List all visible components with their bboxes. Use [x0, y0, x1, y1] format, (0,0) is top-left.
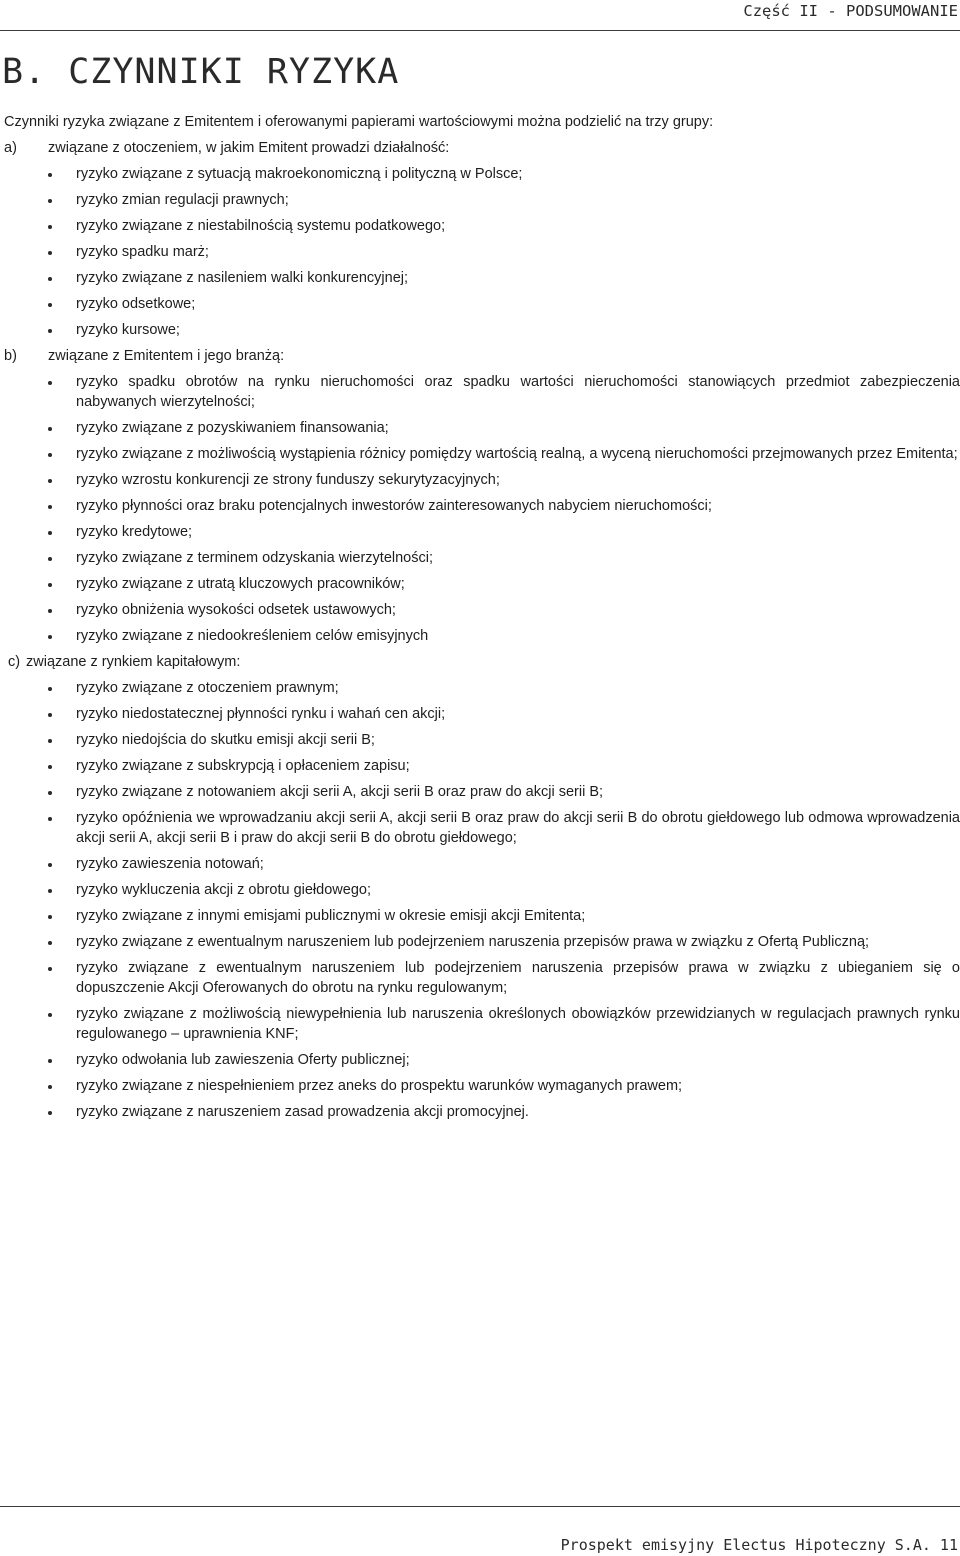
bullet-icon	[48, 739, 52, 743]
bullet-icon	[48, 635, 52, 639]
bullet-icon	[48, 199, 52, 203]
bullet-icon	[48, 863, 52, 867]
bullet-icon	[48, 303, 52, 307]
list-item	[0, 906, 960, 926]
bullet-icon	[48, 1013, 52, 1017]
bullet-icon	[48, 687, 52, 691]
bullet-icon	[48, 277, 52, 281]
group-heading	[0, 138, 960, 158]
risk-group-c	[0, 652, 960, 1122]
bullet-icon	[48, 713, 52, 717]
group-label: związane z rynkiem kapitałowym:	[26, 654, 241, 670]
list-item-text: ryzyko związane z pozyskiwaniem finansowania;	[76, 420, 389, 436]
list-item-text: ryzyko związane z innymi emisjami publicznymi w okresie emisji akcji Emitenta;	[76, 908, 586, 924]
list-item-text: ryzyko związane z ewentualnym naruszeniem lub podejrzeniem naruszenia przepisów prawa w związku z ubieganiem się o dopuszczenie Akcji Oferowanych do obrotu na rynku regulowanym;	[76, 960, 960, 996]
list-item	[0, 320, 960, 340]
bullet-icon	[48, 1059, 52, 1063]
list-item-text: ryzyko obniżenia wysokości odsetek ustawowych;	[76, 602, 396, 618]
bullet-icon	[48, 1085, 52, 1089]
list-item	[0, 216, 960, 236]
list-item-text: ryzyko związane z możliwością niewypełnienia lub naruszenia określonych obowiązków przewidzianych w regulacjach prawnych rynku regulowanego – uprawnienia KNF;	[76, 1006, 960, 1042]
list-item	[0, 704, 960, 724]
list-item-text: ryzyko zmian regulacji prawnych;	[76, 192, 289, 208]
list-item	[0, 880, 960, 900]
list-item-text: ryzyko wykluczenia akcji z obrotu giełdowego;	[76, 882, 371, 898]
list-item-text: ryzyko związane z terminem odzyskania wierzytelności;	[76, 550, 433, 566]
list-item	[0, 854, 960, 874]
bullet-icon	[48, 479, 52, 483]
bullet-icon	[48, 531, 52, 535]
list-item-text: ryzyko związane z niespełnieniem przez aneks do prospektu warunków wymaganych prawem;	[76, 1078, 683, 1094]
list-item	[0, 294, 960, 314]
list-item	[0, 268, 960, 288]
list-item-text: ryzyko związane z otoczeniem prawnym;	[76, 680, 339, 696]
risk-list	[0, 678, 960, 1122]
bullet-icon	[48, 915, 52, 919]
group-label: związane z otoczeniem, w jakim Emitent prowadzi działalność:	[48, 140, 450, 156]
list-item-text: ryzyko związane z niedookreśleniem celów emisyjnych	[76, 628, 429, 644]
bullet-icon	[48, 889, 52, 893]
list-item-text: ryzyko kursowe;	[76, 322, 180, 338]
bullet-icon	[48, 583, 52, 587]
list-item	[0, 470, 960, 490]
list-item	[0, 242, 960, 262]
list-item	[0, 730, 960, 750]
bullet-icon	[48, 427, 52, 431]
list-item-text: ryzyko niedojścia do skutku emisji akcji serii B;	[76, 732, 375, 748]
risk-group-a	[0, 138, 960, 340]
list-item	[0, 190, 960, 210]
list-item	[0, 1076, 960, 1096]
group-letter: c)	[8, 654, 21, 670]
list-item	[0, 372, 960, 412]
group-heading	[0, 346, 960, 366]
list-item	[0, 574, 960, 594]
bullet-icon	[48, 1111, 52, 1115]
bullet-icon	[48, 967, 52, 971]
list-item-text: ryzyko związane z możliwością wystąpienia różnicy pomiędzy wartością realną, a wyceną nieruchomości przejmowanych przez Emitenta;	[76, 446, 958, 462]
risk-group-b	[0, 346, 960, 646]
page-title: B. CZYNNIKI RYZYKA	[2, 52, 400, 92]
list-item	[0, 782, 960, 802]
bullet-icon	[48, 329, 52, 333]
list-item	[0, 932, 960, 952]
group-label: związane z Emitentem i jego branżą:	[48, 348, 285, 364]
bullet-icon	[48, 817, 52, 821]
list-item-text: ryzyko spadku marż;	[76, 244, 209, 260]
bullet-icon	[48, 505, 52, 509]
list-item-text: ryzyko opóźnienia we wprowadzaniu akcji serii A, akcji serii B oraz praw do akcji serii B do obrotu giełdowego lub odmowa wprowadzenia akcji serii A, akcji serii B i praw do akcji serii B do obrotu giełdowego;	[76, 810, 960, 846]
bullet-icon	[48, 381, 52, 385]
intro-paragraph: Czynniki ryzyka związane z Emitentem i oferowanymi papierami wartościowymi można podzielić na trzy grupy:	[4, 114, 714, 130]
list-item	[0, 958, 960, 998]
list-item	[0, 164, 960, 184]
list-item-text: ryzyko związane z sytuacją makroekonomiczną i polityczną w Polsce;	[76, 166, 523, 182]
list-item-text: ryzyko płynności oraz braku potencjalnych inwestorów zainteresowanych nabyciem nieruchomości;	[76, 498, 712, 514]
bullet-icon	[48, 453, 52, 457]
page-header	[0, 0, 960, 31]
list-item-text: ryzyko kredytowe;	[76, 524, 193, 540]
list-item	[0, 1004, 960, 1044]
list-item	[0, 418, 960, 438]
list-item	[0, 1050, 960, 1070]
bullet-icon	[48, 225, 52, 229]
group-letter: b)	[4, 348, 17, 364]
list-item	[0, 756, 960, 776]
footer-text: Prospekt emisyjny Electus Hipoteczny S.A. 11	[560, 1536, 958, 1554]
list-item-text: ryzyko związane z ewentualnym naruszeniem lub podejrzeniem naruszenia przepisów prawa w związku z Ofertą Publiczną;	[76, 934, 870, 950]
risk-factors-content	[0, 112, 960, 1128]
list-item	[0, 678, 960, 698]
list-item-text: ryzyko niedostatecznej płynności rynku i wahań cen akcji;	[76, 706, 446, 722]
list-item-text: ryzyko odwołania lub zawieszenia Oferty publicznej;	[76, 1052, 410, 1068]
bullet-icon	[48, 941, 52, 945]
list-item	[0, 626, 960, 646]
list-item-text: ryzyko związane z utratą kluczowych pracowników;	[76, 576, 405, 592]
bullet-icon	[48, 765, 52, 769]
list-item-text: ryzyko związane z nasileniem walki konkurencyjnej;	[76, 270, 409, 286]
list-item-text: ryzyko odsetkowe;	[76, 296, 196, 312]
section-label: Część II - PODSUMOWANIE	[743, 2, 958, 20]
list-item	[0, 600, 960, 620]
bullet-icon	[48, 557, 52, 561]
list-item	[0, 522, 960, 542]
list-item	[0, 548, 960, 568]
list-item	[0, 444, 960, 464]
group-letter: a)	[4, 140, 17, 156]
bullet-icon	[48, 609, 52, 613]
risk-list	[0, 372, 960, 646]
list-item-text: ryzyko związane z subskrypcją i opłaceniem zapisu;	[76, 758, 410, 774]
list-item	[0, 1102, 960, 1122]
list-item-text: ryzyko związane z notowaniem akcji serii A, akcji serii B oraz praw do akcji serii B;	[76, 784, 604, 800]
list-item-text: ryzyko zawieszenia notowań;	[76, 856, 264, 872]
bullet-icon	[48, 791, 52, 795]
page-footer	[0, 1506, 960, 1556]
list-item-text: ryzyko związane z niestabilnością systemu podatkowego;	[76, 218, 446, 234]
bullet-icon	[48, 173, 52, 177]
list-item-text: ryzyko spadku obrotów na rynku nieruchomości oraz spadku wartości nieruchomości stanowiących przedmiot zabezpieczenia nabywanych wierzytelności;	[76, 374, 960, 410]
list-item	[0, 808, 960, 848]
list-item-text: ryzyko związane z naruszeniem zasad prowadzenia akcji promocyjnej.	[76, 1104, 529, 1120]
bullet-icon	[48, 251, 52, 255]
risk-list	[0, 164, 960, 340]
group-heading	[0, 652, 960, 672]
list-item-text: ryzyko wzrostu konkurencji ze strony funduszy sekurytyzacyjnych;	[76, 472, 500, 488]
list-item	[0, 496, 960, 516]
